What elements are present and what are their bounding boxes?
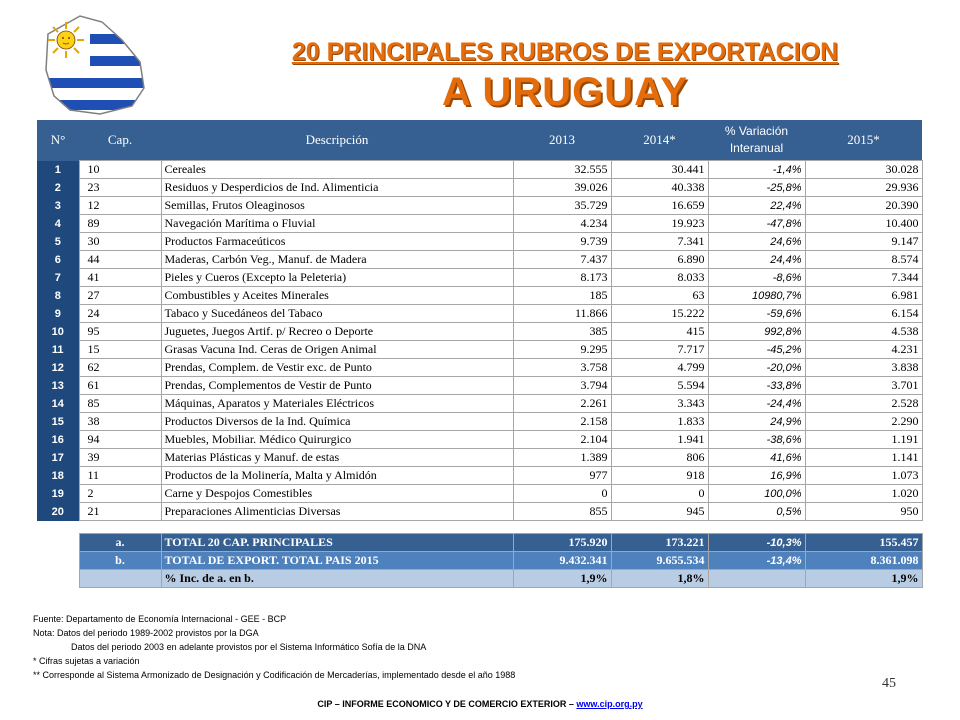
row-2014: 4.799 bbox=[611, 359, 708, 377]
row-number: 5 bbox=[37, 233, 79, 251]
row-desc: Prendas, Complementos de Vestir de Punto bbox=[161, 377, 513, 395]
footer-link[interactable]: www.cip.org.py bbox=[576, 699, 643, 709]
row-2015: 4.231 bbox=[805, 341, 922, 359]
table-row bbox=[37, 503, 922, 521]
row-cap: 24 bbox=[79, 305, 161, 323]
row-number: 10 bbox=[37, 323, 79, 341]
total-desc: TOTAL 20 CAP. PRINCIPALES bbox=[161, 534, 513, 552]
row-2015: 1.073 bbox=[805, 467, 922, 485]
table-row bbox=[37, 359, 922, 377]
row-var: 0,5% bbox=[708, 503, 805, 521]
row-var: -33,8% bbox=[708, 377, 805, 395]
row-var: -59,6% bbox=[708, 305, 805, 323]
row-2013: 2.158 bbox=[513, 413, 611, 431]
row-2014: 30.441 bbox=[611, 161, 708, 179]
total-label: a. bbox=[79, 534, 161, 552]
table-row bbox=[37, 251, 922, 269]
row-cap: 10 bbox=[79, 161, 161, 179]
row-2015: 29.936 bbox=[805, 179, 922, 197]
row-var: 24,4% bbox=[708, 251, 805, 269]
row-cap: 2 bbox=[79, 485, 161, 503]
row-2014: 40.338 bbox=[611, 179, 708, 197]
footer bbox=[0, 699, 960, 709]
total-row-b bbox=[37, 552, 922, 570]
total-desc: % Inc. de a. en b. bbox=[161, 570, 513, 588]
row-var: 22,4% bbox=[708, 197, 805, 215]
row-2014: 3.343 bbox=[611, 395, 708, 413]
row-2013: 3.758 bbox=[513, 359, 611, 377]
row-cap: 95 bbox=[79, 323, 161, 341]
row-desc: Pieles y Cueros (Excepto la Peleteria) bbox=[161, 269, 513, 287]
row-var: -8,6% bbox=[708, 269, 805, 287]
table-row bbox=[37, 269, 922, 287]
note-2: Datos del periodo 2003 en adelante provistos por el Sistema Informático Sofía de la DNA bbox=[71, 642, 427, 652]
row-2013: 9.295 bbox=[513, 341, 611, 359]
table-row bbox=[37, 485, 922, 503]
row-cap: 12 bbox=[79, 197, 161, 215]
row-var: -47,8% bbox=[708, 215, 805, 233]
total-2014: 9.655.534 bbox=[611, 552, 708, 570]
table-row bbox=[37, 323, 922, 341]
exports-table bbox=[37, 120, 923, 588]
col-header-2013: 2013 bbox=[513, 120, 611, 161]
total-2013: 1,9% bbox=[513, 570, 611, 588]
col-header-var-line2: Interanual bbox=[729, 141, 784, 155]
row-number: 13 bbox=[37, 377, 79, 395]
table-row bbox=[37, 287, 922, 305]
total-2013: 9.432.341 bbox=[513, 552, 611, 570]
row-number: 14 bbox=[37, 395, 79, 413]
total-2015: 155.457 bbox=[805, 534, 922, 552]
table-row bbox=[37, 305, 922, 323]
row-2015: 1.191 bbox=[805, 431, 922, 449]
table-row bbox=[37, 413, 922, 431]
row-number: 20 bbox=[37, 503, 79, 521]
row-cap: 21 bbox=[79, 503, 161, 521]
row-2014: 7.717 bbox=[611, 341, 708, 359]
table-row bbox=[37, 395, 922, 413]
row-desc: Grasas Vacuna Ind. Ceras de Origen Animal bbox=[161, 341, 513, 359]
row-2014: 7.341 bbox=[611, 233, 708, 251]
row-cap: 27 bbox=[79, 287, 161, 305]
row-desc: Residuos y Desperdicios de Ind. Alimenticia bbox=[161, 179, 513, 197]
row-2013: 35.729 bbox=[513, 197, 611, 215]
table-row bbox=[37, 449, 922, 467]
total-row-a bbox=[37, 534, 922, 552]
page-title: 20 PRINCIPALES RUBROS DE EXPORTACION bbox=[291, 38, 839, 66]
row-2015: 8.574 bbox=[805, 251, 922, 269]
row-2014: 16.659 bbox=[611, 197, 708, 215]
col-header-2015: 2015* bbox=[805, 120, 922, 161]
total-2014: 1,8% bbox=[611, 570, 708, 588]
row-2013: 2.104 bbox=[513, 431, 611, 449]
row-2014: 1.833 bbox=[611, 413, 708, 431]
row-var: 41,6% bbox=[708, 449, 805, 467]
row-2014: 63 bbox=[611, 287, 708, 305]
row-desc: Prendas, Complem. de Vestir exc. de Punto bbox=[161, 359, 513, 377]
row-cap: 44 bbox=[79, 251, 161, 269]
row-number: 11 bbox=[37, 341, 79, 359]
row-desc: Materias Plásticas y Manuf. de estas bbox=[161, 449, 513, 467]
row-var: -1,4% bbox=[708, 161, 805, 179]
note-3: * Cifras sujetas a variación bbox=[33, 656, 140, 666]
page-number: 45 bbox=[882, 676, 896, 691]
row-2014: 5.594 bbox=[611, 377, 708, 395]
row-var: -38,6% bbox=[708, 431, 805, 449]
row-desc: Navegación Marítima o Fluvial bbox=[161, 215, 513, 233]
notes bbox=[33, 612, 515, 682]
row-2015: 30.028 bbox=[805, 161, 922, 179]
row-var: -20,0% bbox=[708, 359, 805, 377]
row-2015: 4.538 bbox=[805, 323, 922, 341]
total-desc: TOTAL DE EXPORT. TOTAL PAIS 2015 bbox=[161, 552, 513, 570]
row-var: 24,6% bbox=[708, 233, 805, 251]
row-2015: 10.400 bbox=[805, 215, 922, 233]
total-2015: 1,9% bbox=[805, 570, 922, 588]
row-cap: 61 bbox=[79, 377, 161, 395]
row-2015: 3.838 bbox=[805, 359, 922, 377]
row-desc: Semillas, Frutos Oleaginosos bbox=[161, 197, 513, 215]
row-var: 992,8% bbox=[708, 323, 805, 341]
col-header-n: N° bbox=[37, 120, 79, 161]
row-desc: Combustibles y Aceites Minerales bbox=[161, 287, 513, 305]
row-cap: 62 bbox=[79, 359, 161, 377]
table-row bbox=[37, 467, 922, 485]
table-row bbox=[37, 377, 922, 395]
row-number: 7 bbox=[37, 269, 79, 287]
total-var: -13,4% bbox=[708, 552, 805, 570]
table-row bbox=[37, 179, 922, 197]
row-number: 18 bbox=[37, 467, 79, 485]
row-2015: 2.290 bbox=[805, 413, 922, 431]
col-header-2014: 2014* bbox=[611, 120, 708, 161]
row-cap: 15 bbox=[79, 341, 161, 359]
row-2014: 6.890 bbox=[611, 251, 708, 269]
row-desc: Productos Diversos de la Ind. Química bbox=[161, 413, 513, 431]
row-2013: 4.234 bbox=[513, 215, 611, 233]
total-var: -10,3% bbox=[708, 534, 805, 552]
row-2015: 9.147 bbox=[805, 233, 922, 251]
table-row bbox=[37, 431, 922, 449]
row-cap: 30 bbox=[79, 233, 161, 251]
row-2013: 0 bbox=[513, 485, 611, 503]
row-2014: 945 bbox=[611, 503, 708, 521]
row-cap: 38 bbox=[79, 413, 161, 431]
row-var: 100,0% bbox=[708, 485, 805, 503]
row-desc: Máquinas, Aparatos y Materiales Eléctricos bbox=[161, 395, 513, 413]
footer-text: CIP – INFORME ECONOMICO Y DE COMERCIO EXTERIOR – bbox=[317, 699, 577, 709]
row-cap: 85 bbox=[79, 395, 161, 413]
table-row bbox=[37, 233, 922, 251]
total-2015: 8.361.098 bbox=[805, 552, 922, 570]
row-2014: 15.222 bbox=[611, 305, 708, 323]
row-number: 6 bbox=[37, 251, 79, 269]
total-var bbox=[708, 570, 805, 588]
table-header bbox=[37, 120, 922, 161]
row-2014: 918 bbox=[611, 467, 708, 485]
row-2015: 950 bbox=[805, 503, 922, 521]
row-cap: 11 bbox=[79, 467, 161, 485]
row-number: 19 bbox=[37, 485, 79, 503]
col-header-var bbox=[708, 120, 805, 161]
row-cap: 89 bbox=[79, 215, 161, 233]
row-desc: Productos Farmaceúticos bbox=[161, 233, 513, 251]
row-desc: Cereales bbox=[161, 161, 513, 179]
row-number: 2 bbox=[37, 179, 79, 197]
note-4: ** Corresponde al Sistema Armonizado de Designación y Codificación de Mercaderías, implementado desde el año 1988 bbox=[33, 670, 516, 680]
row-2013: 185 bbox=[513, 287, 611, 305]
row-var: 16,9% bbox=[708, 467, 805, 485]
row-2013: 2.261 bbox=[513, 395, 611, 413]
row-2013: 32.555 bbox=[513, 161, 611, 179]
row-cap: 41 bbox=[79, 269, 161, 287]
total-2014: 173.221 bbox=[611, 534, 708, 552]
row-desc: Preparaciones Alimenticias Diversas bbox=[161, 503, 513, 521]
row-desc: Juguetes, Juegos Artif. p/ Recreo o Deporte bbox=[161, 323, 513, 341]
row-desc: Tabaco y Sucedáneos del Tabaco bbox=[161, 305, 513, 323]
row-number: 3 bbox=[37, 197, 79, 215]
row-number: 17 bbox=[37, 449, 79, 467]
col-header-cap: Cap. bbox=[79, 120, 161, 161]
row-2014: 415 bbox=[611, 323, 708, 341]
table-row bbox=[37, 197, 922, 215]
note-source: Fuente: Departamento de Economía Internacional - GEE - BCP bbox=[33, 614, 287, 624]
row-var: -45,2% bbox=[708, 341, 805, 359]
row-desc: Productos de la Molinería, Malta y Almidón bbox=[161, 467, 513, 485]
row-2014: 806 bbox=[611, 449, 708, 467]
row-2015: 20.390 bbox=[805, 197, 922, 215]
sun-of-may-icon bbox=[48, 22, 84, 58]
row-2013: 9.739 bbox=[513, 233, 611, 251]
row-2013: 39.026 bbox=[513, 179, 611, 197]
uruguay-flag-map-icon bbox=[40, 10, 148, 118]
row-2015: 3.701 bbox=[805, 377, 922, 395]
table-row bbox=[37, 161, 922, 179]
total-label: b. bbox=[79, 552, 161, 570]
row-desc: Muebles, Mobiliar. Médico Quirurgico bbox=[161, 431, 513, 449]
row-2015: 1.141 bbox=[805, 449, 922, 467]
note-1: Nota: Datos del periodo 1989-2002 provistos por la DGA bbox=[33, 628, 259, 638]
row-var: 24,9% bbox=[708, 413, 805, 431]
table-row bbox=[37, 341, 922, 359]
col-header-desc: Descripción bbox=[161, 120, 513, 161]
table-row bbox=[37, 215, 922, 233]
row-desc: Maderas, Carbón Veg., Manuf. de Madera bbox=[161, 251, 513, 269]
row-cap: 39 bbox=[79, 449, 161, 467]
row-2013: 3.794 bbox=[513, 377, 611, 395]
row-var: -24,4% bbox=[708, 395, 805, 413]
row-2013: 855 bbox=[513, 503, 611, 521]
row-number: 4 bbox=[37, 215, 79, 233]
row-2015: 6.981 bbox=[805, 287, 922, 305]
row-2014: 8.033 bbox=[611, 269, 708, 287]
row-number: 15 bbox=[37, 413, 79, 431]
row-2014: 19.923 bbox=[611, 215, 708, 233]
row-var: 10980,7% bbox=[708, 287, 805, 305]
row-2013: 8.173 bbox=[513, 269, 611, 287]
row-number: 1 bbox=[37, 161, 79, 179]
row-cap: 94 bbox=[79, 431, 161, 449]
row-2013: 385 bbox=[513, 323, 611, 341]
row-2013: 977 bbox=[513, 467, 611, 485]
row-desc: Carne y Despojos Comestibles bbox=[161, 485, 513, 503]
row-2013: 11.866 bbox=[513, 305, 611, 323]
col-header-var-line1: % Variación bbox=[724, 124, 789, 138]
row-2015: 2.528 bbox=[805, 395, 922, 413]
row-2013: 1.389 bbox=[513, 449, 611, 467]
total-row-pct bbox=[37, 570, 922, 588]
row-number: 12 bbox=[37, 359, 79, 377]
row-number: 9 bbox=[37, 305, 79, 323]
row-number: 16 bbox=[37, 431, 79, 449]
row-var: -25,8% bbox=[708, 179, 805, 197]
row-2014: 1.941 bbox=[611, 431, 708, 449]
row-2015: 1.020 bbox=[805, 485, 922, 503]
total-2013: 175.920 bbox=[513, 534, 611, 552]
row-2015: 6.154 bbox=[805, 305, 922, 323]
page-subtitle: A URUGUAY bbox=[441, 70, 689, 114]
row-2013: 7.437 bbox=[513, 251, 611, 269]
row-2015: 7.344 bbox=[805, 269, 922, 287]
total-label bbox=[79, 570, 161, 588]
row-cap: 23 bbox=[79, 179, 161, 197]
row-number: 8 bbox=[37, 287, 79, 305]
row-2014: 0 bbox=[611, 485, 708, 503]
